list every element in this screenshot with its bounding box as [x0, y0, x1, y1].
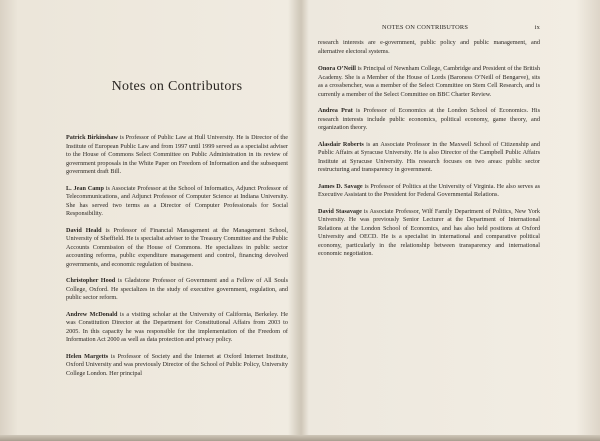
page-number: ix: [534, 24, 540, 31]
contributor-bio: is Principal of Newnham College, Cambridge and President of the British Academy. She is a Member of the House of Lords (Baroness O’Neill of Bengarve), sits as a crossbencher, was a member of the Select Committee on Stem Cell Research, and is currently a member of the Select Committee on BBC Charter Review.: [318, 65, 541, 98]
page-edge: [0, 435, 600, 441]
contributor-name: Andrew McDonald: [66, 310, 118, 318]
contributor-entry: [318, 65, 540, 99]
contributor-name: David Heald: [66, 226, 102, 234]
contributor-entry: [66, 185, 288, 219]
contributor-entry: [318, 183, 540, 200]
contributor-bio: is an Associate Professor in the Maxwell School of Citizenship and Public Affairs at Syracuse University. He is also Director of the Campbell Public Affairs Institute at Syracuse University. His research focuses on two areas: public sector restructuring and transparency in government.: [318, 140, 540, 173]
contributor-entry: [66, 227, 288, 270]
left-page-entries: [66, 134, 288, 386]
contributor-bio: is Professor of Financial Management at the Management School, University of Sheffield. He is specialist adviser to the Treasury Committee and the Public Accounts Commission of the House of Commons. He specializes in public sector accounting reforms, public expenditure management and control, financing devolved governments, and economic regulation of business.: [66, 226, 288, 268]
contributor-entry: [66, 353, 288, 379]
contributor-bio: is a visiting scholar at the University of California, Berkeley. He was Constitution Director at the Department for Constitutional Affairs from 2003 to 2005. In this capacity he was responsible for the implementation of the Freedom of Information Act 2000 as well as data protection and privacy policy.: [66, 310, 288, 343]
contributor-name: Patrick Birkinshaw: [66, 134, 118, 141]
contributor-name: Helen Margetts: [66, 352, 109, 360]
contributor-name: James D. Savage: [318, 182, 363, 190]
page-heading: Notes on Contributors: [111, 79, 243, 94]
contributor-name: Alasdair Roberts: [318, 140, 364, 148]
contributor-entry: [66, 134, 288, 177]
contributor-entry: [66, 311, 288, 345]
contributor-name: Andrea Prat: [318, 107, 353, 114]
contributor-name: David Stasavage: [318, 207, 362, 215]
running-head-title: NOTES ON CONTRIBUTORS: [382, 24, 469, 31]
contributor-bio: is Professor of Society and the Internet at Oxford Internet Institute, Oxford University and was previously Director of the School of Public Policy, University College London. Her principal: [66, 352, 288, 377]
contributor-entry: [318, 107, 540, 133]
contributor-entry: [66, 277, 288, 303]
contributor-bio: is Associate Professor at the School of Informatics, Adjunct Professor of Telecommunications, and Adjunct Professor of Computer Science at Indiana University. She has served two terms as a Director of Computer Professionals for Social Responsibility.: [66, 184, 288, 217]
right-page-entries: [318, 39, 540, 267]
contributor-bio: is Professor of Politics at the University of Virginia. He also serves as Executive Assistant to the President for Federal Governmental Relations.: [318, 182, 541, 198]
contributor-bio: is Professor of Economics at the London School of Economics. His research interests include public economics, political economy, game theory, and organization theory.: [318, 107, 540, 131]
contributor-name: Christopher Hood: [66, 277, 116, 284]
continued-bio: research interests are e-government, public policy and public management, and alternative electoral systems.: [318, 39, 540, 55]
contributor-entry: [318, 141, 540, 175]
contributor-entry: [318, 208, 540, 259]
contributor-bio: is Associate Professor, Wilf Family Department of Politics, New York University. He was previously Senior Lecturer at the Department of International Relations at the London School of Economics, and has also held positions at Oxford University and OECD. He is a specialist in international and comparative political economy, particularly in the relationship between transparency and international economic negotiation.: [318, 207, 540, 257]
contributor-bio: is Professor of Public Law at Hull University. He is Director of the Institute of European Public Law and from 1997 until 1999 served as a specialist adviser to the House of Commons Select Committee on Public Administration in its review of government proposals in the White Paper on Freedom of Information and the subsequent government draft Bill.: [66, 134, 288, 175]
contributor-name: L. Jean Camp: [66, 184, 104, 192]
contributor-name: Onora O’Neill: [318, 65, 356, 72]
contributor-bio: is Gladstone Professor of Government and a Fellow of All Souls College, Oxford. He specializes in the study of executive government, regulation, and public sector reform.: [66, 277, 288, 301]
